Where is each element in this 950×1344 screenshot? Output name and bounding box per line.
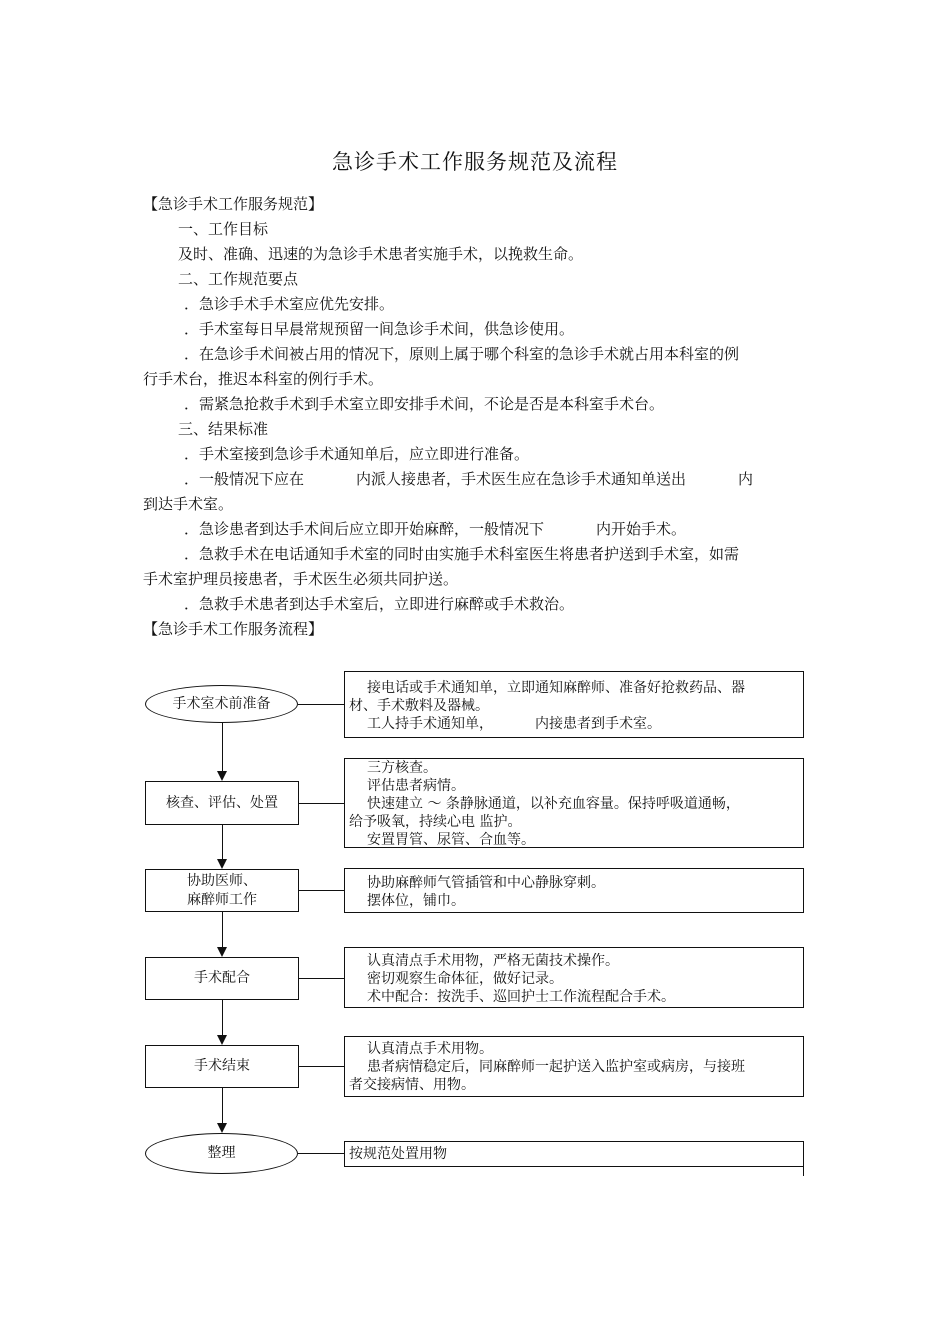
flow-desc-surgery-end	[344, 1036, 804, 1097]
page-title: 急诊手术工作服务规范及流程	[332, 150, 618, 174]
standard-item-text: 内	[738, 470, 754, 488]
standard-item-text: 内派人接患者，手术医生应在急诊手术通知单送出	[356, 470, 687, 488]
goal-heading: 一、工作目标	[178, 220, 269, 238]
flow-node-surgery-coop	[145, 957, 299, 1000]
connector-line	[803, 1166, 804, 1176]
requirement-item: ．需紧急抢救手术到手术室立即安排手术间，不论是否是本科室手术台。	[184, 395, 665, 413]
flow-node-assist	[145, 869, 299, 912]
arrow-down-icon	[217, 771, 227, 781]
flow-desc-line: 评估患者病情。	[367, 778, 465, 794]
flow-node-preop-prep	[145, 685, 298, 723]
connector-line	[298, 890, 344, 891]
flow-desc-line: 密切观察生命体征，做好记录。	[367, 971, 563, 987]
standard-item-continued: 手术室护理员接患者，手术医生必须共同护送。	[143, 570, 459, 588]
connector-line	[298, 704, 344, 705]
flow-desc-line	[349, 715, 797, 733]
requirement-item: ．手术室每日早晨常规预留一间急诊手术间，供急诊使用。	[184, 320, 575, 338]
flow-desc-tidy-up	[344, 1141, 804, 1167]
flow-desc-line: 摆体位，铺巾。	[367, 893, 465, 909]
requirements-heading: 二、工作规范要点	[178, 270, 299, 288]
connector-line	[222, 1000, 223, 1035]
flow-desc-line: 认真清点手术用物。	[367, 1041, 493, 1057]
standards-heading: 三、结果标准	[178, 420, 269, 438]
connector-line	[298, 803, 344, 804]
flow-node-label: 手术配合	[194, 970, 250, 986]
connector-line	[298, 978, 344, 979]
flow-desc-line: 给予吸氧，持续心电 监护。	[349, 814, 522, 830]
standard-item: ．手术室接到急诊手术通知单后，应立即进行准备。	[184, 445, 530, 463]
connector-line	[298, 1153, 344, 1154]
flow-node-label: 协助医师、	[187, 872, 257, 889]
arrow-down-icon	[217, 1035, 227, 1045]
connector-line	[222, 1088, 223, 1123]
flow-desc-line: 患者病情稳定后，同麻醉师一起护送入监护室或病房，与接班	[367, 1059, 745, 1075]
flow-desc-surgery-coop	[344, 947, 804, 1008]
requirement-item: ．在急诊手术间被占用的情况下，原则上属于哪个科室的急诊手术就占用本科室的例	[184, 345, 740, 363]
flow-desc-line: 按规范处置用物	[349, 1146, 447, 1162]
connector-line	[222, 723, 223, 771]
flow-desc-line: 三方核查。	[367, 760, 437, 776]
flow-desc-line: 接电话或手术通知单，立即通知麻醉师、准备好抢救药品、器	[367, 680, 745, 696]
flow-node-tidy-up	[145, 1133, 298, 1174]
flow-desc-assist	[344, 868, 804, 913]
connector-line	[298, 1066, 344, 1067]
flow-desc-line: 认真清点手术用物，严格无菌技术操作。	[367, 953, 619, 969]
standard-item-text: 内开始手术。	[596, 520, 687, 538]
arrow-down-icon	[217, 947, 227, 957]
connector-line	[222, 912, 223, 947]
flow-desc-line: 者交接病情、用物。	[349, 1077, 475, 1093]
section-heading-process: 【急诊手术工作服务流程】	[143, 620, 324, 638]
flow-desc-line: 快速建立 ～ 条静脉通道，以补充血容量。保持呼吸道通畅，	[367, 796, 740, 812]
flow-node-label: 核查、评估、处置	[166, 794, 278, 811]
flow-node-label: 麻醉师工作	[187, 891, 257, 908]
standard-item-continued: 到达手术室。	[143, 495, 234, 513]
flow-desc-line: 协助麻醉师气管插管和中心静脉穿刺。	[367, 875, 605, 891]
requirement-item: ．急诊手术手术室应优先安排。	[184, 295, 395, 313]
flow-node-label: 手术结束	[194, 1058, 250, 1074]
flow-desc-preop-prep	[344, 671, 804, 738]
standard-item-text: ．一般情况下应在	[184, 470, 305, 488]
standard-item: ．急救手术患者到达手术室后，立即进行麻醉或手术救治。	[184, 595, 575, 613]
standard-item: ．急救手术在电话通知手术室的同时由实施手术科室医生将患者护送到手术室，如需	[184, 545, 740, 563]
requirement-item-continued: 行手术台，推迟本科室的例行手术。	[143, 370, 384, 388]
goal-text: 及时、准确、迅速的为急诊手术患者实施手术，以挽救生命。	[178, 245, 584, 263]
flow-node-label: 手术室术前准备	[172, 695, 271, 712]
flow-desc-line: 材、手术敷料及器械。	[349, 698, 489, 714]
flow-desc-line: 安置胃管、尿管、合血等。	[367, 832, 535, 848]
flow-node-label: 整理	[207, 1145, 236, 1161]
flow-desc-text: 工人持手术通知单，	[367, 716, 493, 732]
flow-node-surgery-end	[145, 1045, 299, 1088]
section-heading-standards: 【急诊手术工作服务规范】	[143, 195, 324, 213]
standard-item-text: ．急诊患者到达手术间后应立即开始麻醉，一般情况下	[184, 520, 545, 538]
flow-desc-line: 术中配合：按洗手、巡回护士工作流程配合手术。	[367, 989, 675, 1005]
flow-node-check-assess	[145, 781, 299, 825]
arrow-down-icon	[217, 1123, 227, 1133]
flow-desc-check-assess	[344, 758, 804, 848]
flow-desc-text: 内接患者到手术室。	[535, 716, 661, 732]
arrow-down-icon	[217, 859, 227, 869]
connector-line	[222, 825, 223, 859]
